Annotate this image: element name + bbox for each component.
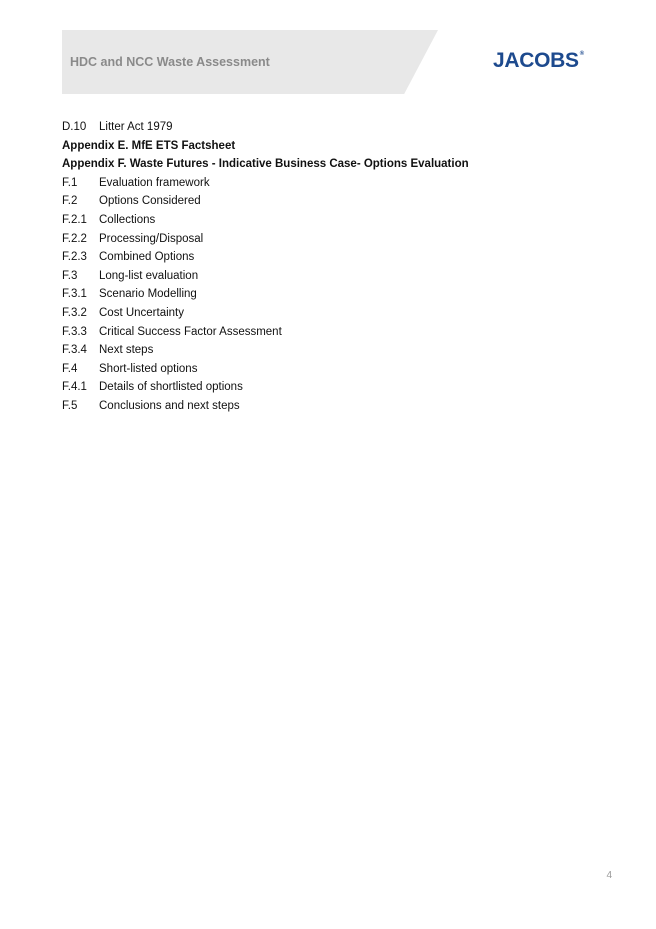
toc-entry-number: D.10 xyxy=(62,121,87,133)
toc-entry-title: Collections xyxy=(99,213,156,226)
toc-entry-f5[interactable] xyxy=(62,397,602,416)
toc-entry-title: Scenario Modelling xyxy=(99,288,197,301)
toc-entry-f3[interactable] xyxy=(62,267,602,286)
toc-entry-number: F.3.3 xyxy=(62,325,87,338)
toc-entry-number: F.3.2 xyxy=(62,306,87,319)
toc-entry-f3-2[interactable] xyxy=(62,304,602,323)
toc-entry-f1[interactable] xyxy=(62,174,602,193)
toc-entry-title: Processing/Disposal xyxy=(99,232,204,245)
toc-entry-f4[interactable] xyxy=(62,360,602,379)
toc-entry-title: Short-listed options xyxy=(99,362,198,375)
toc-entry-f2-3[interactable] xyxy=(62,248,602,267)
table-of-contents xyxy=(62,118,602,416)
toc-entry-title: Critical Success Factor Assessment xyxy=(99,325,282,338)
toc-entry-title: Cost Uncertainty xyxy=(99,306,185,319)
toc-entry-title: Details of shortlisted options xyxy=(99,381,243,394)
toc-entry-f3-4[interactable] xyxy=(62,341,602,360)
toc-entry-title: Conclusions and next steps xyxy=(99,399,240,412)
toc-entry-number: F.4.1 xyxy=(62,381,87,394)
logo-text: JACOBS xyxy=(493,49,579,72)
toc-entry-number: F.3.1 xyxy=(62,288,87,301)
toc-entry-f2[interactable] xyxy=(62,192,602,211)
toc-entry-f3-1[interactable] xyxy=(62,285,602,304)
toc-entry-f4-1[interactable] xyxy=(62,378,602,397)
toc-entry-title: Long-list evaluation xyxy=(99,269,199,282)
toc-heading-title: Appendix E. MfE ETS Factsheet xyxy=(62,139,236,152)
registered-mark: ® xyxy=(579,51,584,57)
toc-entry-title: Litter Act 1979 xyxy=(99,121,173,133)
toc-entry-number: F.2.3 xyxy=(62,251,87,264)
document-title: HDC and NCC Waste Assessment xyxy=(70,55,270,69)
toc-entry-f2-1[interactable] xyxy=(62,211,602,230)
toc-entry-f2-2[interactable] xyxy=(62,230,602,249)
toc-heading-appendix-f[interactable] xyxy=(62,155,602,174)
toc-entry-number: F.3.4 xyxy=(62,344,87,357)
toc-entry-number: F.4 xyxy=(62,362,78,375)
toc-entry-title: Options Considered xyxy=(99,195,201,208)
toc-entry-d10[interactable] xyxy=(62,118,602,137)
toc-entry-number: F.5 xyxy=(62,399,78,412)
toc-entry-number: F.2 xyxy=(62,195,78,208)
toc-entry-title: Evaluation framework xyxy=(99,176,210,189)
toc-heading-title: Appendix F. Waste Futures - Indicative Business Case- Options Evaluation xyxy=(62,158,469,171)
toc-entry-number: F.3 xyxy=(62,269,78,282)
toc-heading-appendix-e[interactable] xyxy=(62,137,602,156)
page-number: 4 xyxy=(606,870,612,881)
toc-entry-number: F.2.2 xyxy=(62,232,87,245)
toc-entry-f3-3[interactable] xyxy=(62,323,602,342)
toc-entry-number: F.2.1 xyxy=(62,213,87,226)
jacobs-logo xyxy=(493,50,584,71)
toc-entry-title: Next steps xyxy=(99,344,154,357)
toc-entry-number: F.1 xyxy=(62,176,78,189)
toc-entry-title: Combined Options xyxy=(99,251,195,264)
